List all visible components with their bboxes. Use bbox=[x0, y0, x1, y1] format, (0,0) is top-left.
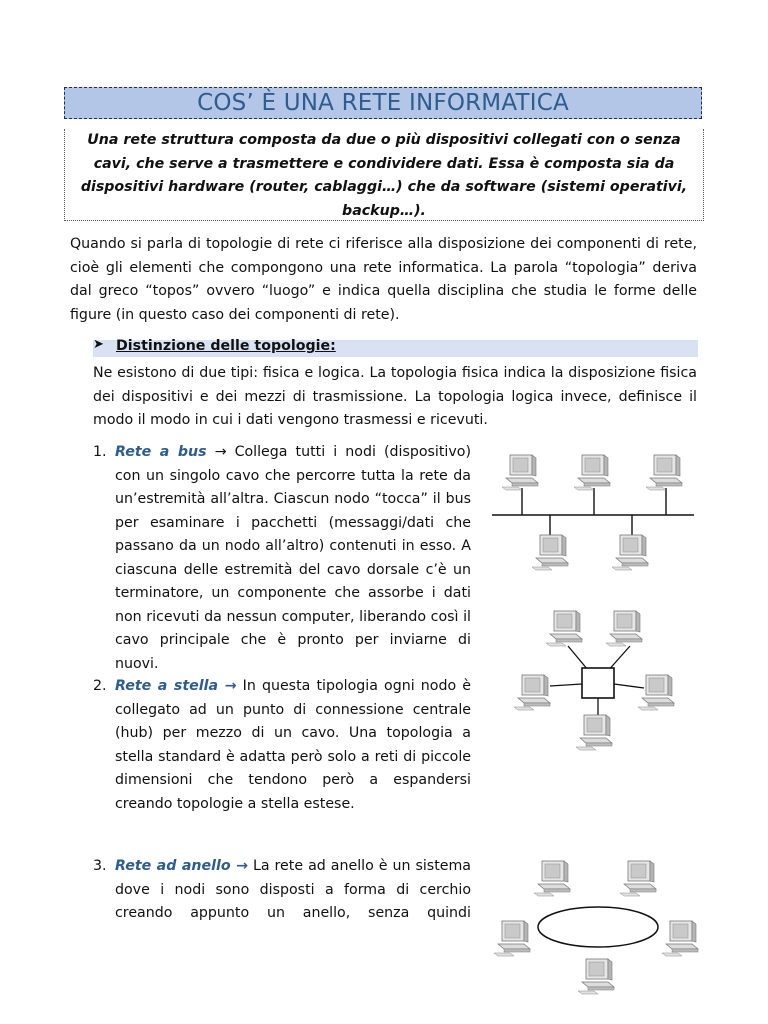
computer-icon bbox=[532, 535, 568, 570]
star-topology-diagram bbox=[510, 606, 690, 758]
list-number: 3. bbox=[93, 858, 107, 874]
page-title: COS’ È UNA RETE INFORMATICA bbox=[197, 90, 569, 116]
computer-icon bbox=[534, 861, 570, 896]
list-item-text bbox=[115, 441, 471, 676]
definition-box bbox=[64, 129, 704, 221]
ring-description: La rete ad anello è un sistema dove i nodi sono disposti a forma di cerchio creando appunto un anello, senza quindi bbox=[115, 858, 472, 921]
computer-icon bbox=[514, 675, 550, 710]
computer-icon bbox=[612, 535, 648, 570]
computer-icon bbox=[662, 921, 698, 956]
term-bus: Rete a bus bbox=[115, 444, 207, 460]
computer-icon bbox=[546, 611, 582, 646]
computer-icon bbox=[574, 455, 610, 490]
star-description: In questa tipologia ogni nodo è collegato ad un punto di connessione centrale (hub) per mezzo di un cavo. Una topologia a stella standard è adatta però solo a reti di piccole dimensioni che tendono però a espandersi creando topologie a stella estese. bbox=[115, 678, 471, 812]
computer-icon bbox=[502, 455, 538, 490]
bus-topology-diagram bbox=[488, 450, 700, 582]
list-item-text bbox=[115, 855, 471, 926]
list-number: 1. bbox=[93, 444, 107, 460]
term-arrow: → bbox=[206, 444, 235, 460]
computer-icon bbox=[578, 959, 614, 994]
section-heading bbox=[93, 337, 698, 357]
term-star: Rete a stella → bbox=[115, 678, 237, 694]
computer-icon bbox=[606, 611, 642, 646]
computer-icon bbox=[638, 675, 674, 710]
ring-cable bbox=[538, 907, 658, 947]
computer-icon bbox=[576, 715, 612, 750]
title-box bbox=[64, 87, 702, 119]
section-heading-label: Distinzione delle topologie: bbox=[116, 338, 336, 354]
list-number: 2. bbox=[93, 678, 107, 694]
intro-paragraph: Quando si parla di topologie di rete ci riferisce alla disposizione dei componenti di rete, cioè gli elementi che compongono una rete informatica. La parola “topologia” deriva dal greco “topos” ovvero “luogo” e indica quella disciplina che studia le forme delle figure (in questo caso dei componenti di rete). bbox=[70, 236, 697, 323]
computer-icon bbox=[620, 861, 656, 896]
term-ring: Rete ad anello → bbox=[115, 858, 248, 874]
list-item-text bbox=[115, 675, 471, 816]
hub-box bbox=[582, 668, 614, 698]
computer-icon bbox=[494, 921, 530, 956]
ring-topology-diagram bbox=[490, 858, 702, 998]
bus-description: Collega tutti i nodi (dispositivo) con un singolo cavo che percorre tutta la rete da un’estremità all’altra. Ciascun nodo “tocca” il bus per esaminare i pacchetti (messaggi/dati che passano da un nodo all’altro) contenuti in esso. A ciascuna delle estremità del cavo dorsale c’è un terminatore, un componente che assorbe i dati non ricevuti da nessun computer, liberando così il cavo principale che è pronto per inviarne di nuovi. bbox=[115, 444, 471, 672]
section-paragraph: Ne esistono di due tipi: fisica e logica. La topologia fisica indica la disposizione fisica dei dispositivi e dei mezzi di trasmissione. La topologia logica invece, definisce il modo il modo in cui i dati vengono trasmessi e ricevuti. bbox=[93, 365, 697, 428]
computer-icon bbox=[646, 455, 682, 490]
definition-text: Una rete struttura composta da due o più dispositivi collegati con o senza cavi, che serve a trasmettere e condividere dati. Essa è composta sia da dispositivi hardware (router, cablaggi…) che da software (sistemi operativi, backup…). bbox=[80, 132, 688, 219]
arrow-bullet-icon: ➤ bbox=[93, 337, 104, 352]
